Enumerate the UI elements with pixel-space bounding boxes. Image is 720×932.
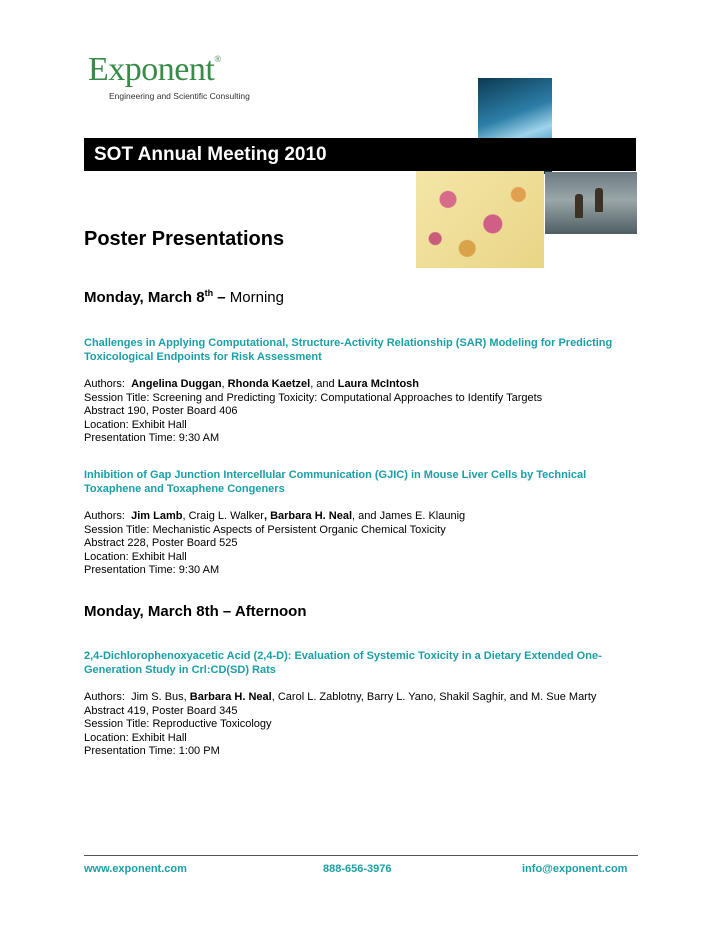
footer-email-link[interactable]: info@exponent.com bbox=[522, 863, 628, 875]
banner-title: SOT Annual Meeting 2010 bbox=[94, 144, 327, 165]
poster-authors: Authors: Angelina Duggan, Rhonda Kaetzel, and Laura McIntosh bbox=[84, 378, 420, 390]
logo-tagline: Engineering and Scientific Consulting bbox=[109, 91, 250, 101]
poster-detail-line: Abstract 190, Poster Board 406 bbox=[84, 405, 238, 418]
poster-authors: Authors: Jim Lamb, Craig L. Walker, Barbara H. Neal, and James E. Klaunig bbox=[84, 510, 466, 522]
poster-detail-line: Presentation Time: 1:00 PM bbox=[84, 745, 220, 758]
poster-detail-line: Session Title: Screening and Predicting Toxicity: Computational Approaches to Identify Targets bbox=[84, 391, 543, 404]
poster-detail-line: Session Title: Mechanistic Aspects of Persistent Organic Chemical Toxicity bbox=[84, 523, 446, 536]
poster-detail-line: Presentation Time: 9:30 AM bbox=[84, 564, 220, 577]
title-banner bbox=[84, 138, 636, 171]
poster-title: 2,4-Dichlorophenoxyacetic Acid (2,4-D): Evaluation of Systemic Toxicity in a Dietary Extended One-Generation Study in Crl:CD(SD) Rats bbox=[84, 650, 602, 676]
exponent-logo bbox=[88, 42, 250, 101]
footer-website-link[interactable]: www.exponent.com bbox=[84, 863, 187, 875]
footer-divider bbox=[84, 855, 638, 856]
registered-mark: ® bbox=[214, 54, 221, 64]
poster-title: Inhibition of Gap Junction Intercellular Communication (GJIC) in Mouse Liver Cells by Technical Toxaphene and Toxaphene Congeners bbox=[84, 469, 587, 495]
poster-entry bbox=[84, 336, 644, 446]
poster-entry bbox=[84, 468, 644, 578]
logo-wordmark: Exponent bbox=[88, 51, 215, 88]
footer-phone: 888-656-3976 bbox=[323, 863, 392, 875]
poster-detail-line: Session Title: Reproductive Toxicology bbox=[84, 718, 272, 731]
poster-authors: Authors: Jim S. Bus, Barbara H. Neal, Carol L. Zablotny, Barry L. Yano, Shakil Saghir, and M. Sue Marty bbox=[84, 691, 597, 703]
poster-detail-line: Presentation Time: 9:30 AM bbox=[84, 432, 220, 445]
poster-detail-line: Abstract 228, Poster Board 525 bbox=[84, 537, 238, 550]
river-sampling-photo bbox=[545, 172, 637, 234]
poster-detail-line: Location: Exhibit Hall bbox=[84, 731, 187, 744]
poster-title: Challenges in Applying Computational, Structure-Activity Relationship (SAR) Modeling for Predicting Toxicological Endpoints for Risk Assessment bbox=[84, 337, 613, 363]
poster-detail-line: Location: Exhibit Hall bbox=[84, 418, 187, 431]
poster-entry bbox=[84, 649, 644, 759]
section-heading-afternoon: Monday, March 8th – Afternoon bbox=[84, 603, 307, 620]
section-heading-morning: Monday, March 8th – Morning bbox=[84, 288, 284, 306]
poster-detail-line: Abstract 419, Poster Board 345 bbox=[84, 704, 238, 717]
pollen-microscope-photo bbox=[416, 170, 544, 268]
poster-detail-line: Location: Exhibit Hall bbox=[84, 550, 187, 563]
page-heading: Poster Presentations bbox=[84, 228, 285, 250]
